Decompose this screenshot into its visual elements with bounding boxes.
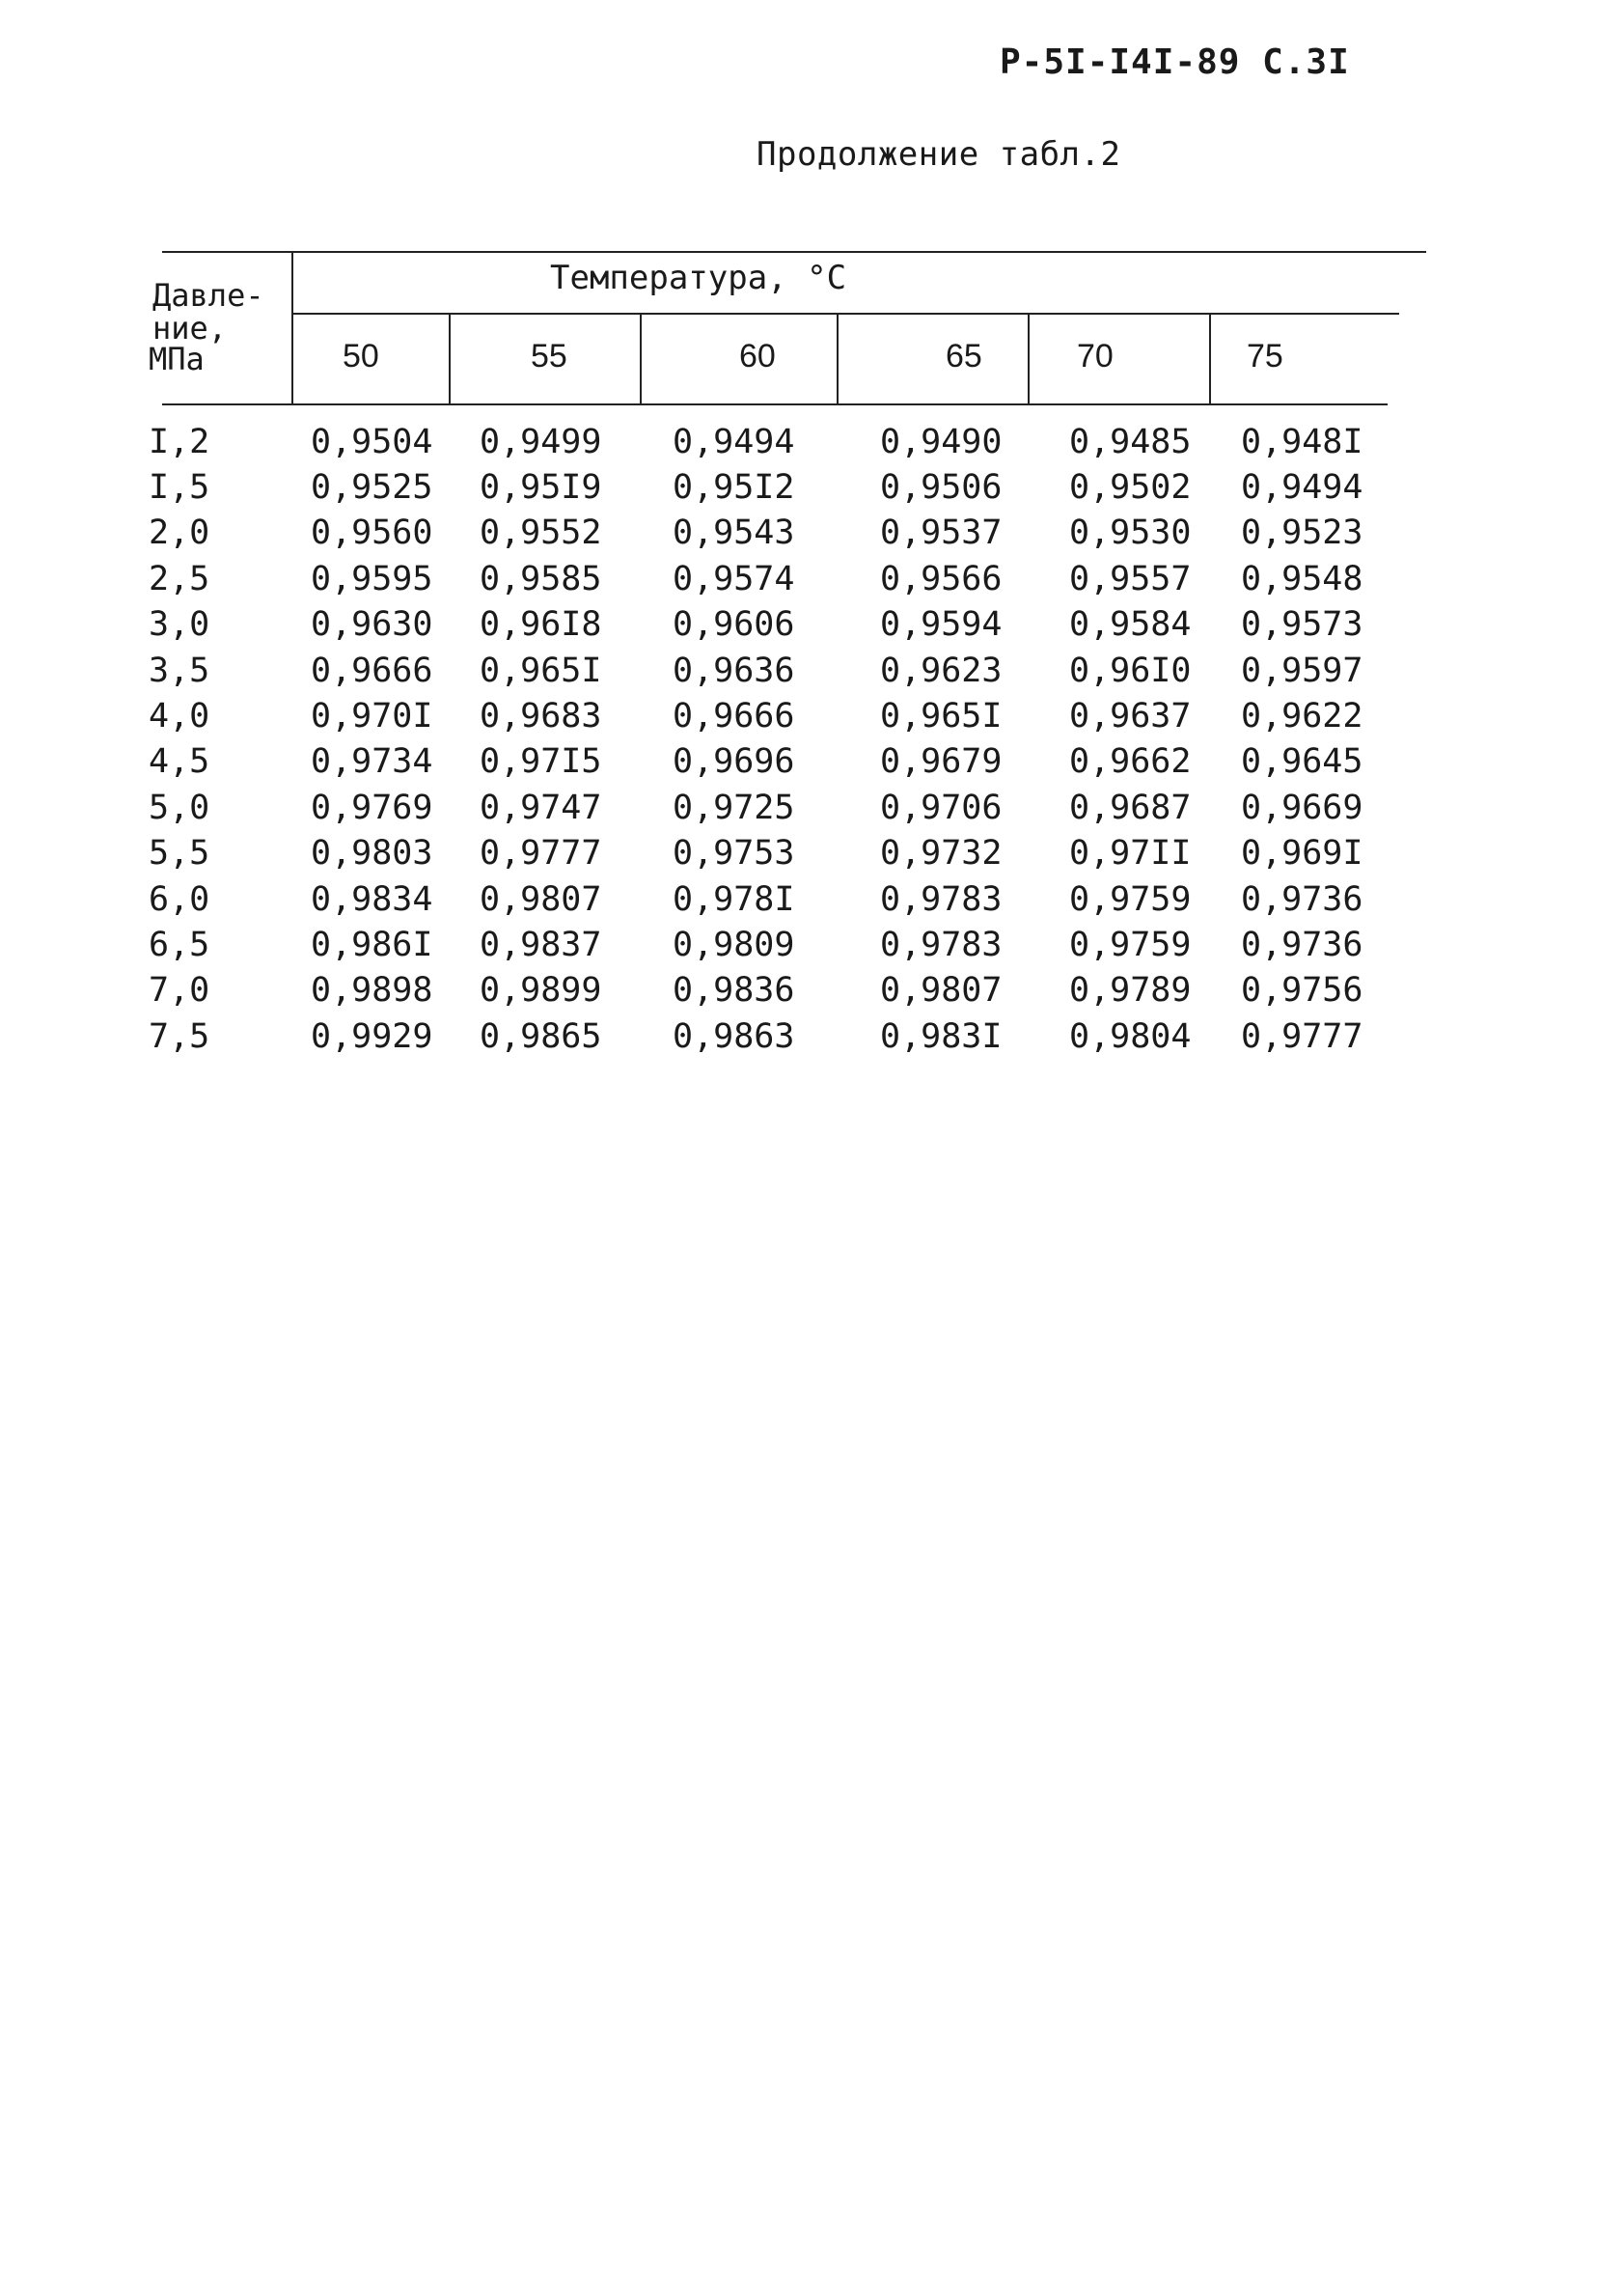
- value-cell: 0,9747: [480, 788, 602, 827]
- value-cell: 0,9666: [311, 651, 433, 690]
- pressure-cell: 6,0: [149, 879, 210, 919]
- temperature-col-75: 75: [1247, 338, 1283, 375]
- temperature-header: Температура, °С: [550, 259, 847, 297]
- value-cell: 0,9597: [1241, 651, 1363, 690]
- value-cell: 0,9585: [480, 559, 602, 598]
- table-row: [135, 511, 1395, 556]
- table-row: [135, 739, 1395, 785]
- value-cell: 0,9573: [1241, 605, 1363, 645]
- value-cell: 0,9865: [480, 1016, 602, 1056]
- value-cell: 0,9706: [880, 788, 1003, 827]
- value-cell: 0,9734: [311, 742, 433, 782]
- temperature-col-55: 55: [531, 338, 567, 375]
- temperature-col-70: 70: [1077, 338, 1114, 375]
- value-cell: 0,9645: [1241, 742, 1363, 782]
- temperature-col-50: 50: [343, 338, 379, 375]
- value-cell: 0,97I5: [480, 742, 602, 782]
- pressure-cell: 2,5: [149, 559, 210, 598]
- value-cell: 0,9543: [673, 513, 795, 553]
- value-cell: 0,9863: [673, 1016, 795, 1056]
- value-cell: 0,9504: [311, 422, 433, 461]
- value-cell: 0,97II: [1069, 834, 1192, 874]
- value-cell: 0,9630: [311, 605, 433, 645]
- header-divider-rule: [293, 313, 1399, 315]
- pressure-cell: 3,5: [149, 651, 210, 690]
- value-cell: 0,9584: [1069, 605, 1192, 645]
- table-caption: Продолжение табл.2: [757, 135, 1121, 174]
- value-cell: 0,9736: [1241, 925, 1363, 964]
- table-row: [135, 602, 1395, 648]
- value-cell: 0,9485: [1069, 422, 1192, 461]
- value-cell: 0,9595: [311, 559, 433, 598]
- header-bottom-rule: [162, 403, 1388, 405]
- value-cell: 0,9777: [1241, 1016, 1363, 1056]
- column-divider-70-75: [1209, 315, 1211, 405]
- value-cell: 0,9898: [311, 971, 433, 1011]
- value-cell: 0,9557: [1069, 559, 1192, 598]
- pressure-cell: 7,0: [149, 971, 210, 1011]
- table-top-rule: [162, 251, 1426, 253]
- table-row: [135, 1013, 1395, 1059]
- pressure-cell: 5,5: [149, 834, 210, 874]
- pressure-column-divider: [291, 253, 293, 405]
- value-cell: 0,9783: [880, 879, 1003, 919]
- value-cell: 0,9494: [1241, 468, 1363, 508]
- column-divider-55-60: [640, 315, 642, 405]
- value-cell: 0,9807: [480, 879, 602, 919]
- table-row: [135, 556, 1395, 601]
- value-cell: 0,9809: [673, 925, 795, 964]
- value-cell: 0,983I: [880, 1016, 1003, 1056]
- value-cell: 0,965I: [480, 651, 602, 690]
- pressure-header-line-1: Давле-: [152, 277, 264, 314]
- pressure-cell: 6,5: [149, 925, 210, 964]
- value-cell: 0,9789: [1069, 971, 1192, 1011]
- value-cell: 0,9636: [673, 651, 795, 690]
- value-cell: 0,9687: [1069, 788, 1192, 827]
- table-row: [135, 922, 1395, 967]
- density-table: [135, 419, 1395, 1059]
- value-cell: 0,970I: [311, 697, 433, 736]
- value-cell: 0,9696: [673, 742, 795, 782]
- value-cell: 0,9834: [311, 879, 433, 919]
- value-cell: 0,9525: [311, 468, 433, 508]
- value-cell: 0,9574: [673, 559, 795, 598]
- value-cell: 0,9530: [1069, 513, 1192, 553]
- temperature-col-60: 60: [739, 338, 776, 375]
- value-cell: 0,9683: [480, 697, 602, 736]
- value-cell: 0,9669: [1241, 788, 1363, 827]
- value-cell: 0,9759: [1069, 925, 1192, 964]
- value-cell: 0,9756: [1241, 971, 1363, 1011]
- value-cell: 0,9502: [1069, 468, 1192, 508]
- value-cell: 0,9836: [673, 971, 795, 1011]
- value-cell: 0,9499: [480, 422, 602, 461]
- value-cell: 0,9725: [673, 788, 795, 827]
- value-cell: 0,9804: [1069, 1016, 1192, 1056]
- table-row: [135, 464, 1395, 510]
- pressure-cell: 2,0: [149, 513, 210, 553]
- value-cell: 0,95I9: [480, 468, 602, 508]
- temperature-col-65: 65: [946, 338, 982, 375]
- column-divider-50-55: [449, 315, 451, 405]
- value-cell: 0,9929: [311, 1016, 433, 1056]
- table-row: [135, 785, 1395, 830]
- pressure-cell: 3,0: [149, 605, 210, 645]
- table-row: [135, 831, 1395, 876]
- value-cell: 0,9637: [1069, 697, 1192, 736]
- pressure-header-line-2: ние,: [152, 310, 228, 347]
- value-cell: 0,9494: [673, 422, 795, 461]
- table-body: [135, 419, 1395, 1059]
- value-cell: 0,9552: [480, 513, 602, 553]
- value-cell: 0,9759: [1069, 879, 1192, 919]
- value-cell: 0,9783: [880, 925, 1003, 964]
- table-row: [135, 648, 1395, 693]
- value-cell: 0,9807: [880, 971, 1003, 1011]
- value-cell: 0,9566: [880, 559, 1003, 598]
- value-cell: 0,9560: [311, 513, 433, 553]
- table-row: [135, 876, 1395, 922]
- pressure-cell: 4,0: [149, 697, 210, 736]
- value-cell: 0,9803: [311, 834, 433, 874]
- value-cell: 0,9490: [880, 422, 1003, 461]
- value-cell: 0,9679: [880, 742, 1003, 782]
- value-cell: 0,9623: [880, 651, 1003, 690]
- value-cell: 0,9777: [480, 834, 602, 874]
- value-cell: 0,9662: [1069, 742, 1192, 782]
- value-cell: 0,9769: [311, 788, 433, 827]
- value-cell: 0,9537: [880, 513, 1003, 553]
- value-cell: 0,9622: [1241, 697, 1363, 736]
- value-cell: 0,9666: [673, 697, 795, 736]
- pressure-cell: I,5: [149, 468, 210, 508]
- pressure-cell: I,2: [149, 422, 210, 461]
- value-cell: 0,948I: [1241, 422, 1363, 461]
- value-cell: 0,986I: [311, 925, 433, 964]
- value-cell: 0,9837: [480, 925, 602, 964]
- value-cell: 0,96I0: [1069, 651, 1192, 690]
- value-cell: 0,9506: [880, 468, 1003, 508]
- column-divider-65-70: [1028, 315, 1030, 405]
- table-row: [135, 419, 1395, 464]
- value-cell: 0,965I: [880, 697, 1003, 736]
- value-cell: 0,9548: [1241, 559, 1363, 598]
- table-row: [135, 968, 1395, 1013]
- value-cell: 0,969I: [1241, 834, 1363, 874]
- column-divider-60-65: [837, 315, 839, 405]
- document-reference: Р-5I-I4I-89 С.3I: [1000, 42, 1350, 82]
- value-cell: 0,9606: [673, 605, 795, 645]
- value-cell: 0,95I2: [673, 468, 795, 508]
- value-cell: 0,9899: [480, 971, 602, 1011]
- value-cell: 0,9753: [673, 834, 795, 874]
- pressure-cell: 4,5: [149, 742, 210, 782]
- value-cell: 0,96I8: [480, 605, 602, 645]
- pressure-cell: 7,5: [149, 1016, 210, 1056]
- pressure-cell: 5,0: [149, 788, 210, 827]
- value-cell: 0,9736: [1241, 879, 1363, 919]
- pressure-header-line-3: МПа: [149, 341, 205, 377]
- value-cell: 0,9732: [880, 834, 1003, 874]
- value-cell: 0,978I: [673, 879, 795, 919]
- value-cell: 0,9594: [880, 605, 1003, 645]
- table-row: [135, 693, 1395, 738]
- value-cell: 0,9523: [1241, 513, 1363, 553]
